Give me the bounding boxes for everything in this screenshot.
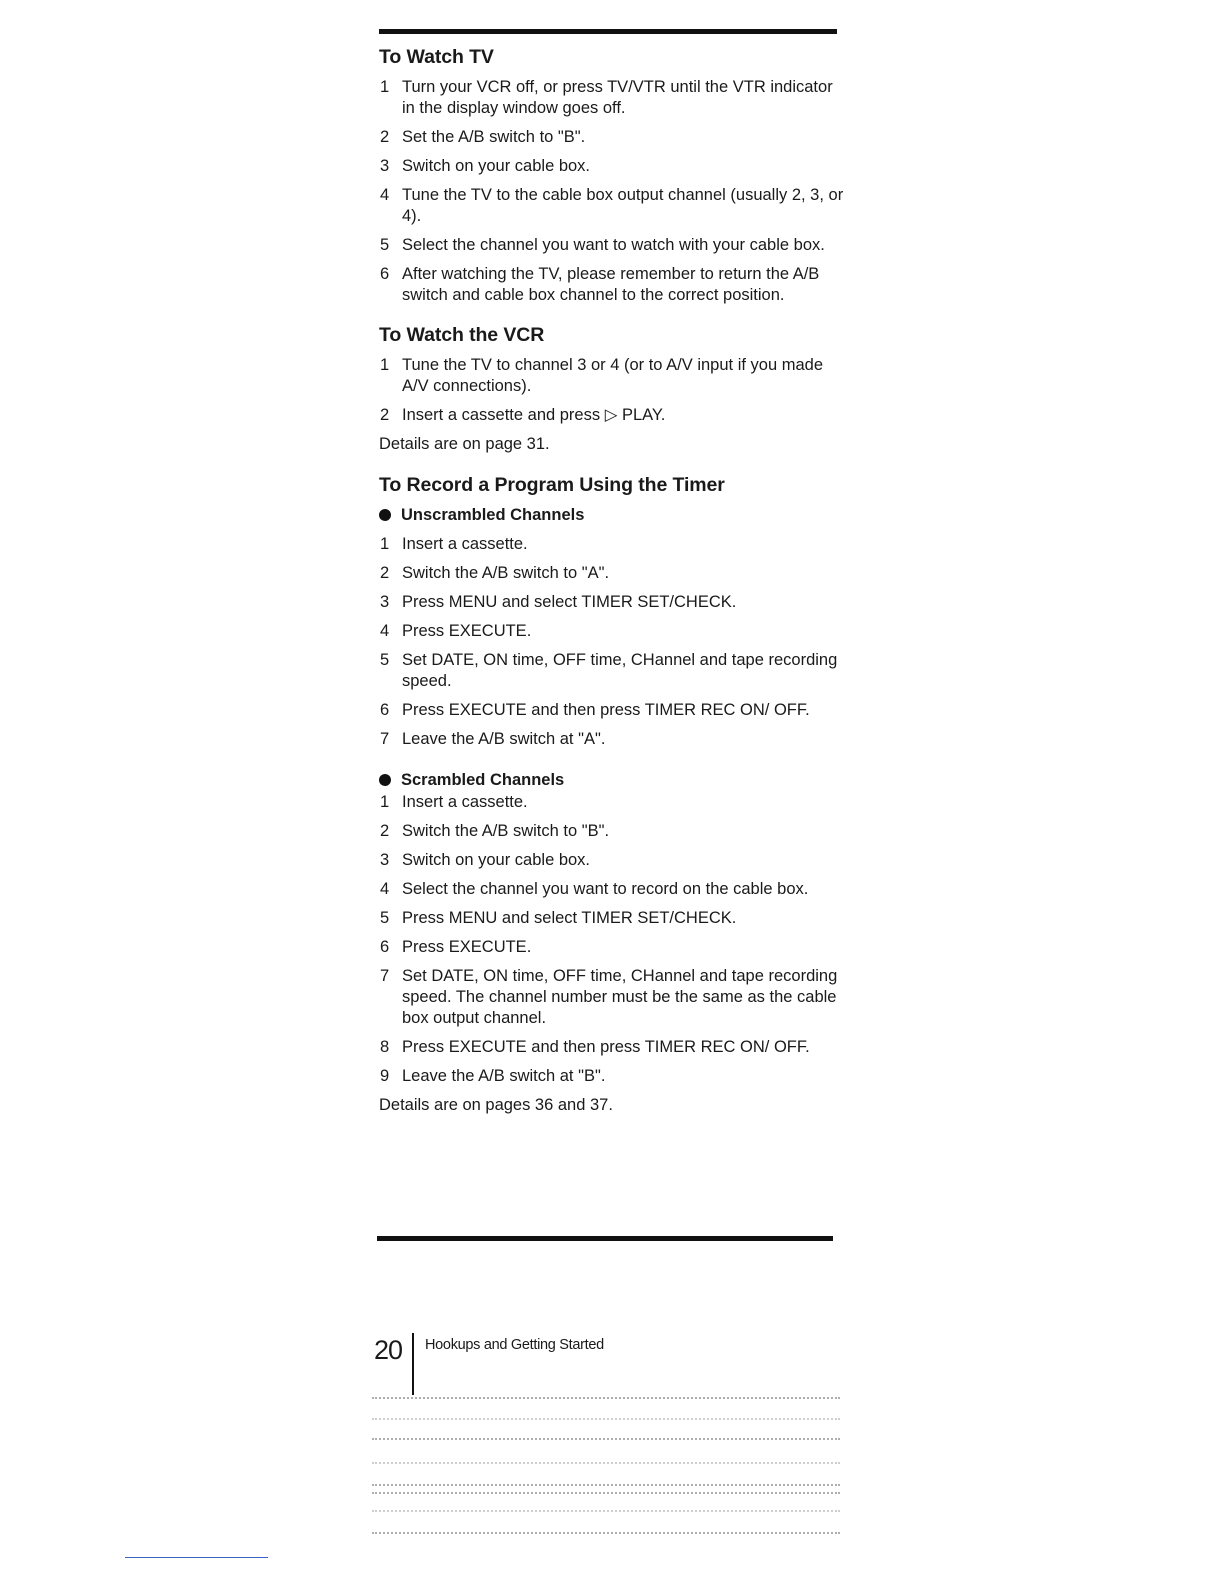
step-number: 1 — [380, 78, 390, 96]
steps-watch-vcr — [379, 355, 849, 426]
section-title-watch-vcr: To Watch the VCR — [379, 324, 545, 346]
step-number: 3 — [380, 593, 390, 611]
section-title-watch-tv: To Watch TV — [379, 46, 494, 68]
step-item — [379, 966, 849, 1029]
subheading-scrambled — [379, 770, 849, 791]
link-underline — [125, 1557, 268, 1558]
step-number: 5 — [380, 909, 390, 927]
step-text: Turn your VCR off, or press TV/VTR until the VTR indicator in the display window goes off. — [402, 78, 833, 117]
step-number: 5 — [380, 651, 390, 669]
step-number: 6 — [380, 265, 390, 283]
step-text: Select the channel you want to watch with your cable box. — [402, 236, 825, 254]
scan-artifact — [372, 1484, 840, 1490]
step-number: 6 — [380, 701, 390, 719]
steps-scrambled — [379, 792, 849, 1087]
step-item — [379, 185, 849, 227]
step-text: Insert a cassette. — [402, 793, 528, 811]
bullet-icon — [379, 774, 391, 786]
step-item — [379, 937, 849, 958]
step-item — [379, 1066, 849, 1087]
footer-section-label: Hookups and Getting Started — [425, 1337, 604, 1353]
subheading-unscrambled — [379, 505, 849, 526]
step-item — [379, 700, 849, 721]
step-text: After watching the TV, please remember to return the A/B switch and cable box channel to the correct position. — [402, 265, 820, 304]
step-item — [379, 850, 849, 871]
step-item — [379, 729, 849, 750]
steps-watch-tv — [379, 77, 849, 306]
step-number: 1 — [380, 535, 390, 553]
step-number: 9 — [380, 1067, 390, 1085]
scan-artifact — [372, 1462, 840, 1468]
step-text: Select the channel you want to record on the cable box. — [402, 880, 809, 898]
step-text: Press MENU and select TIMER SET/CHECK. — [402, 593, 737, 611]
step-text: Press EXECUTE. — [402, 938, 532, 956]
step-item — [379, 908, 849, 929]
step-number: 2 — [380, 406, 390, 424]
scan-artifact — [372, 1397, 840, 1403]
step-item — [379, 1037, 849, 1058]
step-number: 7 — [380, 730, 390, 748]
details-watch-vcr: Details are on page 31. — [379, 435, 550, 453]
step-item — [379, 355, 849, 397]
step-number: 5 — [380, 236, 390, 254]
step-item — [379, 621, 849, 642]
step-number: 1 — [380, 356, 390, 374]
step-text: Press EXECUTE and then press TIMER REC ON/ OFF. — [402, 701, 810, 719]
step-number: 1 — [380, 793, 390, 811]
step-text: Press MENU and select TIMER SET/CHECK. — [402, 909, 737, 927]
step-item — [379, 792, 849, 813]
step-text: Set the A/B switch to "B". — [402, 128, 586, 146]
step-text: Press EXECUTE. — [402, 622, 532, 640]
step-number: 2 — [380, 564, 390, 582]
step-text: Set DATE, ON time, OFF time, CHannel and tape recording speed. — [402, 651, 838, 690]
top-rule — [379, 29, 837, 34]
step-number: 8 — [380, 1038, 390, 1056]
step-item — [379, 235, 849, 256]
step-number: 6 — [380, 938, 390, 956]
step-text: Tune the TV to channel 3 or 4 (or to A/V input if you made A/V connections). — [402, 356, 823, 395]
subheading-unscrambled-label: Unscrambled Channels — [401, 506, 585, 524]
step-number: 4 — [380, 880, 390, 898]
step-text: Switch the A/B switch to "A". — [402, 564, 610, 582]
step-number: 3 — [380, 157, 390, 175]
step-item — [379, 127, 849, 148]
page-number: 20 — [374, 1335, 403, 1365]
bottom-rule — [377, 1236, 833, 1241]
step-text: Leave the A/B switch at "A". — [402, 730, 606, 748]
bullet-icon — [379, 509, 391, 521]
step-item — [379, 264, 849, 306]
step-text: Tune the TV to the cable box output channel (usually 2, 3, or 4). — [402, 186, 844, 225]
step-item — [379, 405, 849, 426]
step-number: 3 — [380, 851, 390, 869]
step-item — [379, 534, 849, 555]
scan-artifact — [372, 1510, 840, 1516]
step-number: 2 — [380, 128, 390, 146]
step-item — [379, 77, 849, 119]
step-number: 4 — [380, 186, 390, 204]
step-item — [379, 879, 849, 900]
step-number: 2 — [380, 822, 390, 840]
step-item — [379, 592, 849, 613]
step-item — [379, 156, 849, 177]
step-text: Switch the A/B switch to "B". — [402, 822, 610, 840]
step-text: Leave the A/B switch at "B". — [402, 1067, 606, 1085]
details-record-timer: Details are on pages 36 and 37. — [379, 1096, 613, 1114]
step-text: Press EXECUTE and then press TIMER REC ON/ OFF. — [402, 1038, 810, 1056]
steps-unscrambled — [379, 534, 849, 750]
step-item — [379, 821, 849, 842]
scan-artifact — [372, 1492, 840, 1498]
scan-artifact — [372, 1532, 840, 1538]
scan-artifact — [372, 1418, 840, 1424]
step-text: Set DATE, ON time, OFF time, CHannel and tape recording speed. The channel number must be the same as the cable box output channel. — [402, 967, 838, 1027]
scan-artifact — [372, 1438, 840, 1444]
subheading-scrambled-label: Scrambled Channels — [401, 771, 565, 789]
step-text: Insert a cassette. — [402, 535, 528, 553]
step-item — [379, 563, 849, 584]
section-title-record-timer: To Record a Program Using the Timer — [379, 474, 725, 496]
step-number: 4 — [380, 622, 390, 640]
step-text: Switch on your cable box. — [402, 157, 591, 175]
page-content — [379, 44, 849, 1124]
step-text: Insert a cassette and press ▷ PLAY. — [402, 406, 666, 424]
footer-divider — [412, 1333, 414, 1395]
step-text: Switch on your cable box. — [402, 851, 591, 869]
step-number: 7 — [380, 967, 390, 985]
step-item — [379, 650, 849, 692]
